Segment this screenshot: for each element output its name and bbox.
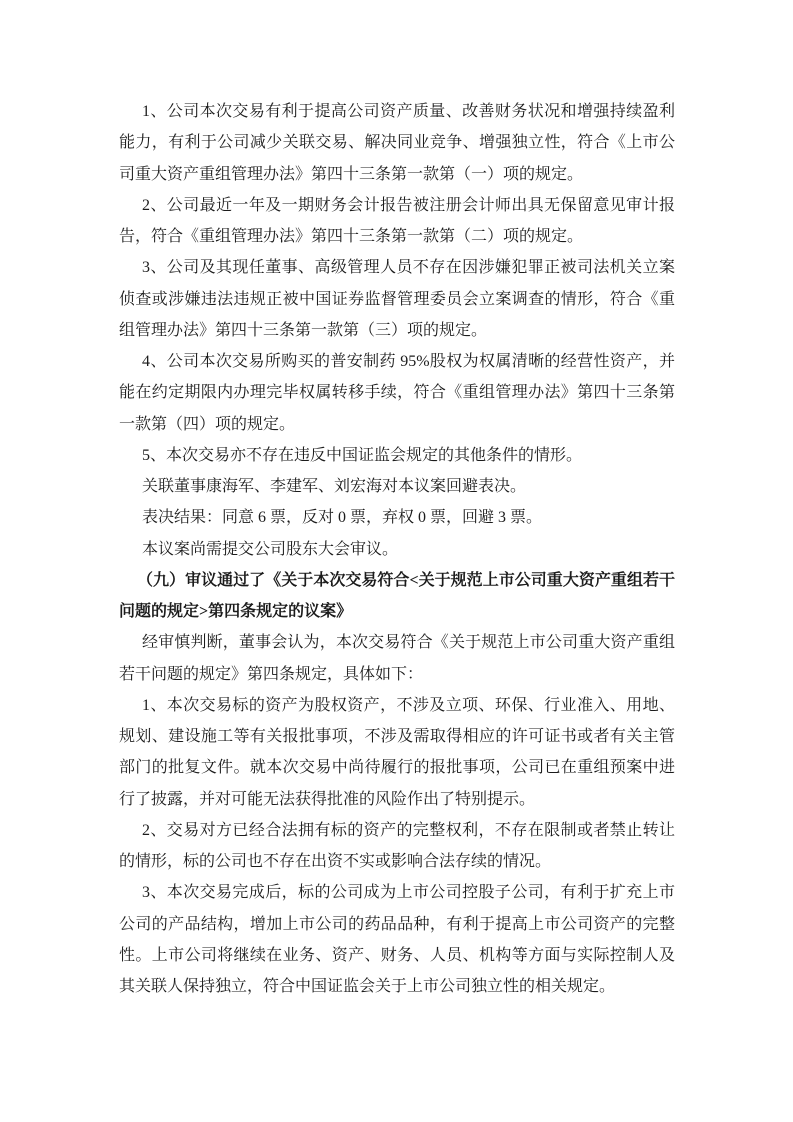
section-heading-nine: （九）审议通过了《关于本次交易符合<关于规范上市公司重大资产重组若干问题的规定>第四条规定的议案》 [119,571,675,620]
paragraph-related-directors-abstain: 关联董事康海军、李建军、刘宏海对本议案回避表决。 [142,478,527,495]
paragraph-item4-equity-ownership: 4、公司本次交易所购买的普安制药 95%股权为权属清晰的经营性资产，并能在约定期限内办理完毕权属转移手续，符合《重组管理办法》第四十三条第一款第（四）项的规定。 [119,353,675,433]
paragraph-vote-result: 表决结果：同意 6 票，反对 0 票，弃权 0 票，回避 3 票。 [142,509,543,527]
paragraph-point2-ownership-rights: 2、交易对方已经合法拥有标的资产的完整权利，不存在限制或者禁止转让的情形，标的公司也不存在出资不实或影响合法存续的情况。 [119,821,675,870]
paragraph-point1-approvals: 1、本次交易标的资产为股权资产，不涉及立项、环保、行业准入、用地、规划、建设施工等有关报批事项，不涉及需取得相应的许可证书或者有关主管部门的批复文件。就本次交易中尚待履行的报批事项，公司已在重组预案中进行了披露，并对可能无法获得批准的风险作出了特别提示。 [119,696,675,808]
paragraph-shareholder-meeting-note: 本议案尚需提交公司股东大会审议。 [142,540,399,558]
document-content [119,96,675,1002]
paragraph-point3-post-transaction: 3、本次交易完成后，标的公司成为上市公司控股子公司，有利于扩充上市公司的产品结构，增加上市公司的药品品种，有利于提高上市公司资产的完整性。上市公司将继续在业务、资产、财务、人员、机构等方面与实际控制人及其关联人保持独立，符合中国证监会关于上市公司独立性的相关规定。 [119,884,675,995]
paragraph-item5-no-violation: 5、本次交易亦不存在违反中国证监会规定的其他条件的情形。 [142,446,583,464]
paragraph-item3-no-investigation: 3、公司及其现任董事、高级管理人员不存在因涉嫌犯罪正被司法机关立案侦查或涉嫌违法违规正被中国证券监督管理委员会立案调查的情形，符合《重组管理办法》第四十三条第一款第（三）项的规定。 [119,259,675,339]
paragraph-item1-compliance: 1、公司本次交易有利于提高公司资产质量、改善财务状况和增强持续盈利能力，有利于公司减少关联交易、解决同业竞争、增强独立性，符合《上市公司重大资产重组管理办法》第四十三条第一款第（一）项的规定。 [119,103,675,183]
paragraph-item2-audit-report: 2、公司最近一年及一期财务会计报告被注册会计师出具无保留意见审计报告，符合《重组管理办法》第四十三条第一款第（二）项的规定。 [119,196,675,245]
paragraph-board-judgement-intro: 经审慎判断，董事会认为，本次交易符合《关于规范上市公司重大资产重组若干问题的规定》第四条规定，具体如下： [119,634,675,683]
